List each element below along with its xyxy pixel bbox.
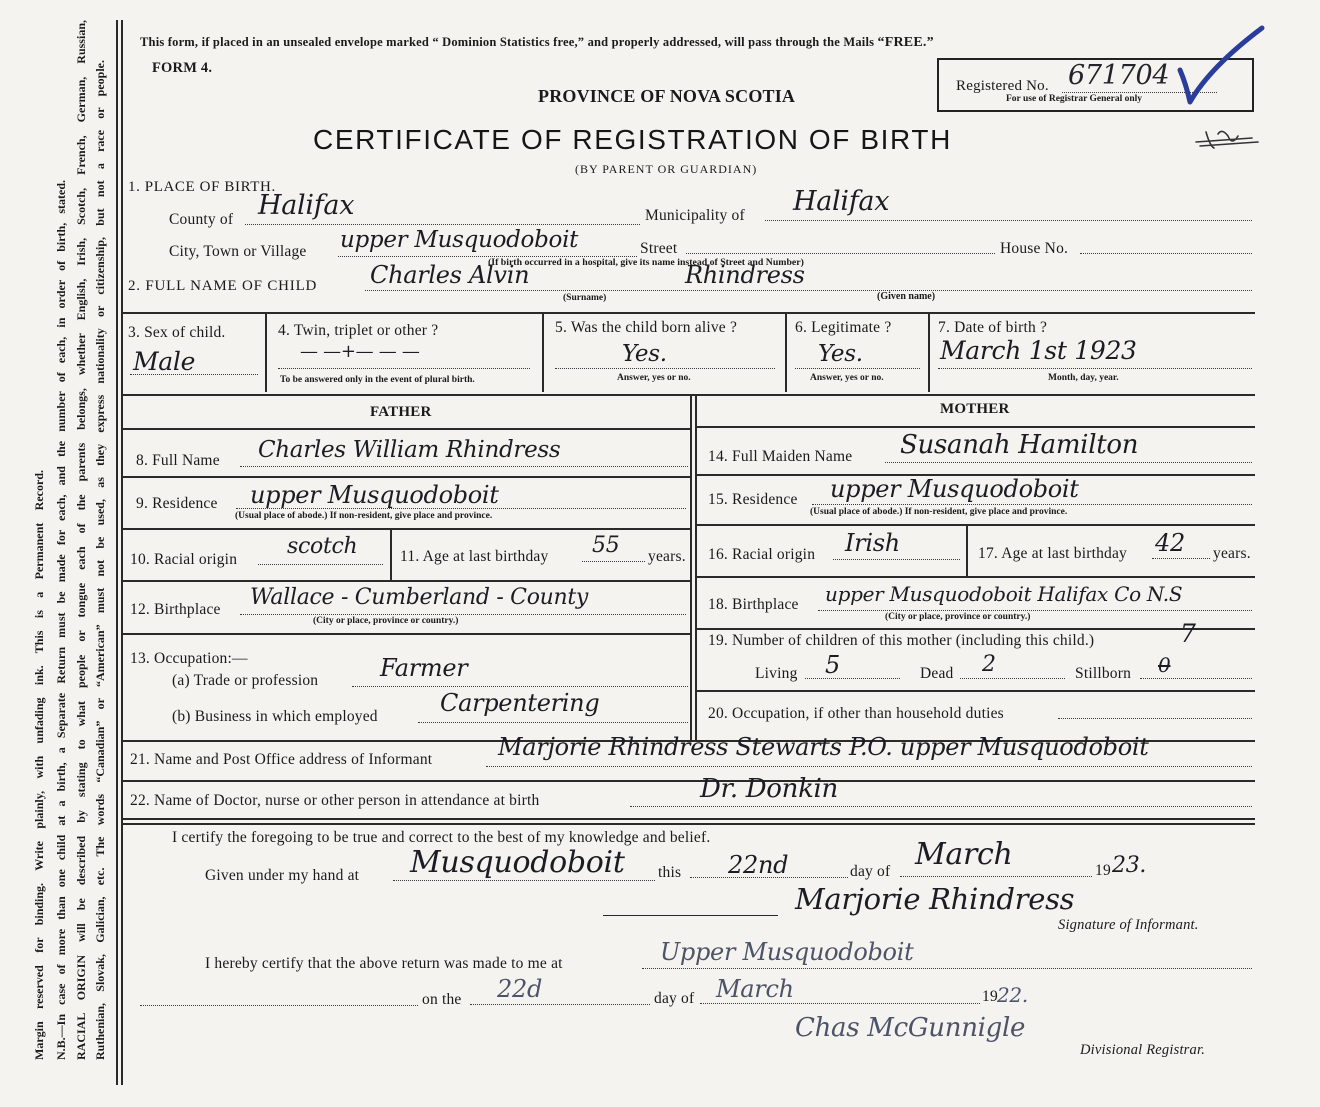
form-number: FORM 4. <box>152 60 213 76</box>
twin-value: — —+— — — <box>300 341 420 362</box>
county-line <box>245 224 640 225</box>
rule-line <box>122 818 1255 820</box>
registered-number-value: 671704 <box>1068 60 1170 91</box>
rule-line <box>122 312 1255 314</box>
given-year-value: 23. <box>1112 853 1147 878</box>
mail-notice <box>140 33 934 52</box>
born-alive-label: 5. Was the child born alive ? <box>555 319 738 336</box>
mother-age-years: years. <box>1213 545 1251 562</box>
place-of-birth-heading: 1. PLACE OF BIRTH. <box>128 179 276 195</box>
mother-occupation-line <box>1058 718 1252 719</box>
given-under-label: Given under my hand at <box>205 867 360 884</box>
row-divider <box>390 528 392 580</box>
rule-line <box>697 524 1255 526</box>
margin-note-racial-origin-cont: Ruthenian, Slovak, Galician, etc. The words “Canadian” or “American” must not be used, as they express nationality or citizenship, but not a race or people. <box>93 60 107 1060</box>
margin-rule-inner <box>121 20 123 1085</box>
informant-signature: Marjorie Rhindress <box>795 882 1075 916</box>
legitimate-note: Answer, yes or no. <box>810 373 884 383</box>
legitimate-value: Yes. <box>818 341 863 367</box>
certificate-subtitle: (BY PARENT OR GUARDIAN) <box>575 162 758 176</box>
father-birthplace-line <box>240 614 686 615</box>
county-label: County of <box>169 211 234 228</box>
father-occupation-label: 13. Occupation:— <box>130 650 248 667</box>
mother-name-line <box>885 462 1252 463</box>
mother-age-line <box>1152 558 1210 559</box>
twin-line <box>278 368 530 369</box>
mother-birthplace-line <box>818 610 1252 611</box>
date-of-birth-line <box>938 368 1252 369</box>
city-label: City, Town or Village <box>169 243 307 260</box>
house-number-line <box>1080 253 1252 254</box>
father-racial-label: 10. Racial origin <box>130 551 238 568</box>
mother-birthplace-label: 18. Birthplace <box>708 596 799 613</box>
registrar-statement: I hereby certify that the above return was made to me at <box>205 955 563 972</box>
given-day-value: 22nd <box>728 851 789 879</box>
signature-of-informant-label: Signature of Informant. <box>1058 917 1199 933</box>
children-count-value: 7 <box>1180 619 1196 648</box>
rule-line <box>122 428 690 430</box>
stillborn-value: 0 <box>1158 653 1171 677</box>
father-residence-value: upper Musquodoboit <box>250 481 499 509</box>
child-name-line <box>365 290 1252 291</box>
day-of-label: day of <box>850 863 891 880</box>
given-month-line <box>900 876 1092 877</box>
registrar-month-value: March <box>716 975 794 1003</box>
parents-divider <box>695 394 697 740</box>
rule-line <box>697 576 1255 578</box>
house-number-label: House No. <box>1000 240 1069 257</box>
rule-line <box>122 633 690 635</box>
father-age-value: 55 <box>592 533 620 558</box>
father-business-value: Carpentering <box>440 689 600 717</box>
father-racial-line <box>258 564 383 565</box>
mother-racial-line <box>833 559 960 560</box>
registered-number-note: For use of Registrar General only <box>1006 94 1143 104</box>
certificate-title: CERTIFICATE OF REGISTRATION OF BIRTH <box>313 124 952 155</box>
dead-value: 2 <box>982 652 996 677</box>
on-the-label: on the <box>422 991 462 1008</box>
date-of-birth-note: Month, day, year. <box>1048 373 1119 383</box>
mother-residence-line <box>812 504 1252 505</box>
doctor-label: 22. Name of Doctor, nurse or other person in attendance at birth <box>130 792 540 809</box>
rule-line <box>122 780 1255 782</box>
date-of-birth-label: 7. Date of birth ? <box>938 319 1048 336</box>
father-business-line <box>418 722 688 723</box>
informant-label: 21. Name and Post Office address of Informant <box>130 751 433 768</box>
scribble-mark <box>1192 124 1264 154</box>
city-value: upper Musquodoboit <box>340 227 579 253</box>
child-name-part1: Charles Alvin <box>370 261 530 289</box>
father-birthplace-label: 12. Birthplace <box>130 601 221 618</box>
mother-name-value: Susanah Hamilton <box>900 430 1139 460</box>
parents-divider <box>690 394 692 740</box>
registrar-day-value: 22d <box>497 975 543 1003</box>
father-racial-value: scotch <box>287 534 358 559</box>
mail-notice-text: This form, if placed in an unsealed envelope marked “ Dominion Statistics free,” and properly addressed, will pass through the Mails <box>140 35 875 49</box>
mother-age-label: 17. Age at last birthday <box>978 545 1128 562</box>
father-trade-line <box>352 686 688 687</box>
born-alive-note: Answer, yes or no. <box>617 373 691 383</box>
father-name-label: 8. Full Name <box>136 452 220 469</box>
mother-racial-label: 16. Racial origin <box>708 546 816 563</box>
father-age-line <box>582 561 645 562</box>
father-business-label: (b) Business in which employed <box>172 708 378 725</box>
mother-residence-value: upper Musquodoboit <box>830 475 1079 503</box>
rule-line <box>122 823 1255 825</box>
twin-note: To be answered only in the event of plural birth. <box>280 375 475 385</box>
mother-heading: MOTHER <box>940 401 1010 417</box>
living-label: Living <box>755 665 798 682</box>
margin-note-multiple-births: N.B.—In case of more than one child at a birth, a Separate Return must be made for each, and the number of each, in order of birth, stated. <box>54 180 68 1060</box>
father-birthplace-value: Wallace - Cumberland - County <box>250 585 589 610</box>
rule-line <box>122 476 690 478</box>
given-place-value: Musquodoboit <box>410 845 625 880</box>
informant-line <box>486 766 1252 767</box>
certification-statement: I certify the foregoing to be true and correct to the best of my knowledge and belief. <box>172 829 711 846</box>
registrar-place-line <box>642 968 1252 969</box>
mail-notice-free: “FREE.” <box>877 35 934 50</box>
registrar-year-value: 22. <box>997 983 1028 1007</box>
father-name-value: Charles William Rhindress <box>258 437 561 463</box>
father-birthplace-note: (City or place, province or country.) <box>313 616 459 626</box>
twin-label: 4. Twin, triplet or other ? <box>278 322 439 339</box>
mother-residence-label: 15. Residence <box>708 491 798 508</box>
informant-value: Marjorie Rhindress Stewarts P.O. upper Musquodoboit <box>498 733 1149 761</box>
sex-value: Male <box>133 347 196 376</box>
children-count-label: 19. Number of children of this mother (including this child.) <box>708 632 1095 649</box>
living-line <box>805 678 900 679</box>
street-label: Street <box>640 240 678 257</box>
rule-line <box>697 690 1255 692</box>
municipality-label: Municipality of <box>645 207 745 224</box>
father-trade-label: (a) Trade or profession <box>172 672 319 689</box>
registrar-day-of-label: day of <box>654 990 695 1007</box>
given-name-note: (Given name) <box>877 291 936 302</box>
father-age-label: 11. Age at last birthday <box>400 548 549 565</box>
mother-residence-note: (Usual place of abode.) If non-resident, give place and province. <box>810 507 1068 517</box>
given-place-line <box>393 880 655 881</box>
mother-age-value: 42 <box>1155 529 1185 557</box>
father-age-years: years. <box>648 548 686 565</box>
legitimate-line <box>795 368 920 369</box>
registrar-year-prefix: 19 <box>982 988 998 1005</box>
row-divider <box>265 314 267 392</box>
registrar-month-line <box>700 1003 980 1004</box>
mother-name-label: 14. Full Maiden Name <box>708 448 853 465</box>
given-month-value: March <box>915 837 1013 872</box>
rule-line <box>122 580 690 582</box>
registrar-signature: Chas McGunnigle <box>795 1013 1026 1043</box>
registrar-leader-line <box>140 1005 418 1006</box>
surname-note: (Surname) <box>563 293 607 303</box>
sex-label: 3. Sex of child. <box>128 324 226 341</box>
doctor-value: Dr. Donkin <box>700 774 839 804</box>
row-divider <box>966 524 968 576</box>
rule-line <box>697 426 1255 428</box>
rule-line <box>122 528 690 530</box>
given-year-prefix: 19 <box>1095 862 1111 879</box>
margin-note-racial-origin: RACIAL ORIGIN will be described by stating to what people or tongue each of the parents belongs, whether English, Irish, Scotch, French, German, Russian, <box>74 20 88 1060</box>
divisional-registrar-label: Divisional Registrar. <box>1080 1042 1206 1058</box>
date-of-birth-value: March 1st 1923 <box>940 336 1137 365</box>
stillborn-line <box>1140 678 1252 679</box>
registrar-day-line <box>470 1004 650 1005</box>
mother-occupation-label: 20. Occupation, if other than household duties <box>708 705 1004 722</box>
checkmark-icon <box>1170 22 1270 112</box>
child-name-label: 2. FULL NAME OF CHILD <box>128 278 318 294</box>
municipality-line <box>765 220 1252 221</box>
rule-line <box>122 394 1255 396</box>
mother-birthplace-value: upper Musquodoboit Halifax Co N.S <box>825 582 1183 606</box>
doctor-line <box>630 806 1252 807</box>
rule-line <box>697 628 1255 630</box>
municipality-value: Halifax <box>793 186 890 217</box>
row-divider <box>542 314 544 392</box>
living-value: 5 <box>825 651 840 679</box>
father-heading: FATHER <box>370 404 432 420</box>
born-alive-value: Yes. <box>622 341 667 367</box>
street-line <box>686 253 995 254</box>
margin-rule-outer <box>116 20 118 1085</box>
father-residence-note: (Usual place of abode.) If non-resident, give place and province. <box>235 511 493 521</box>
mother-birthplace-note: (City or place, province or country.) <box>885 612 1031 622</box>
this-label: this <box>658 864 682 881</box>
signature-line <box>603 915 778 916</box>
father-trade-value: Farmer <box>380 654 468 682</box>
registrar-place-value: Upper Musquodoboit <box>660 938 914 966</box>
margin-note-binding: Margin reserved for binding. Write plainly, with unfading ink. This is a Permanent Record. <box>32 470 46 1060</box>
province-heading: PROVINCE OF NOVA SCOTIA <box>538 86 796 106</box>
child-name-part2: Rhindress <box>685 261 805 289</box>
stillborn-label: Stillborn <box>1075 665 1132 682</box>
row-divider <box>928 314 930 392</box>
dead-label: Dead <box>920 665 954 682</box>
father-residence-label: 9. Residence <box>136 495 218 512</box>
county-value: Halifax <box>258 190 355 221</box>
legitimate-label: 6. Legitimate ? <box>795 319 892 336</box>
registered-number-label: Registered No. <box>956 78 1049 94</box>
mother-racial-value: Irish <box>845 529 900 557</box>
born-alive-line <box>555 368 775 369</box>
father-name-line <box>240 466 688 467</box>
street-note: (If birth occurred in a hospital, give its name instead of Street and Number) <box>488 257 804 268</box>
dead-line <box>960 678 1065 679</box>
row-divider <box>785 314 787 392</box>
